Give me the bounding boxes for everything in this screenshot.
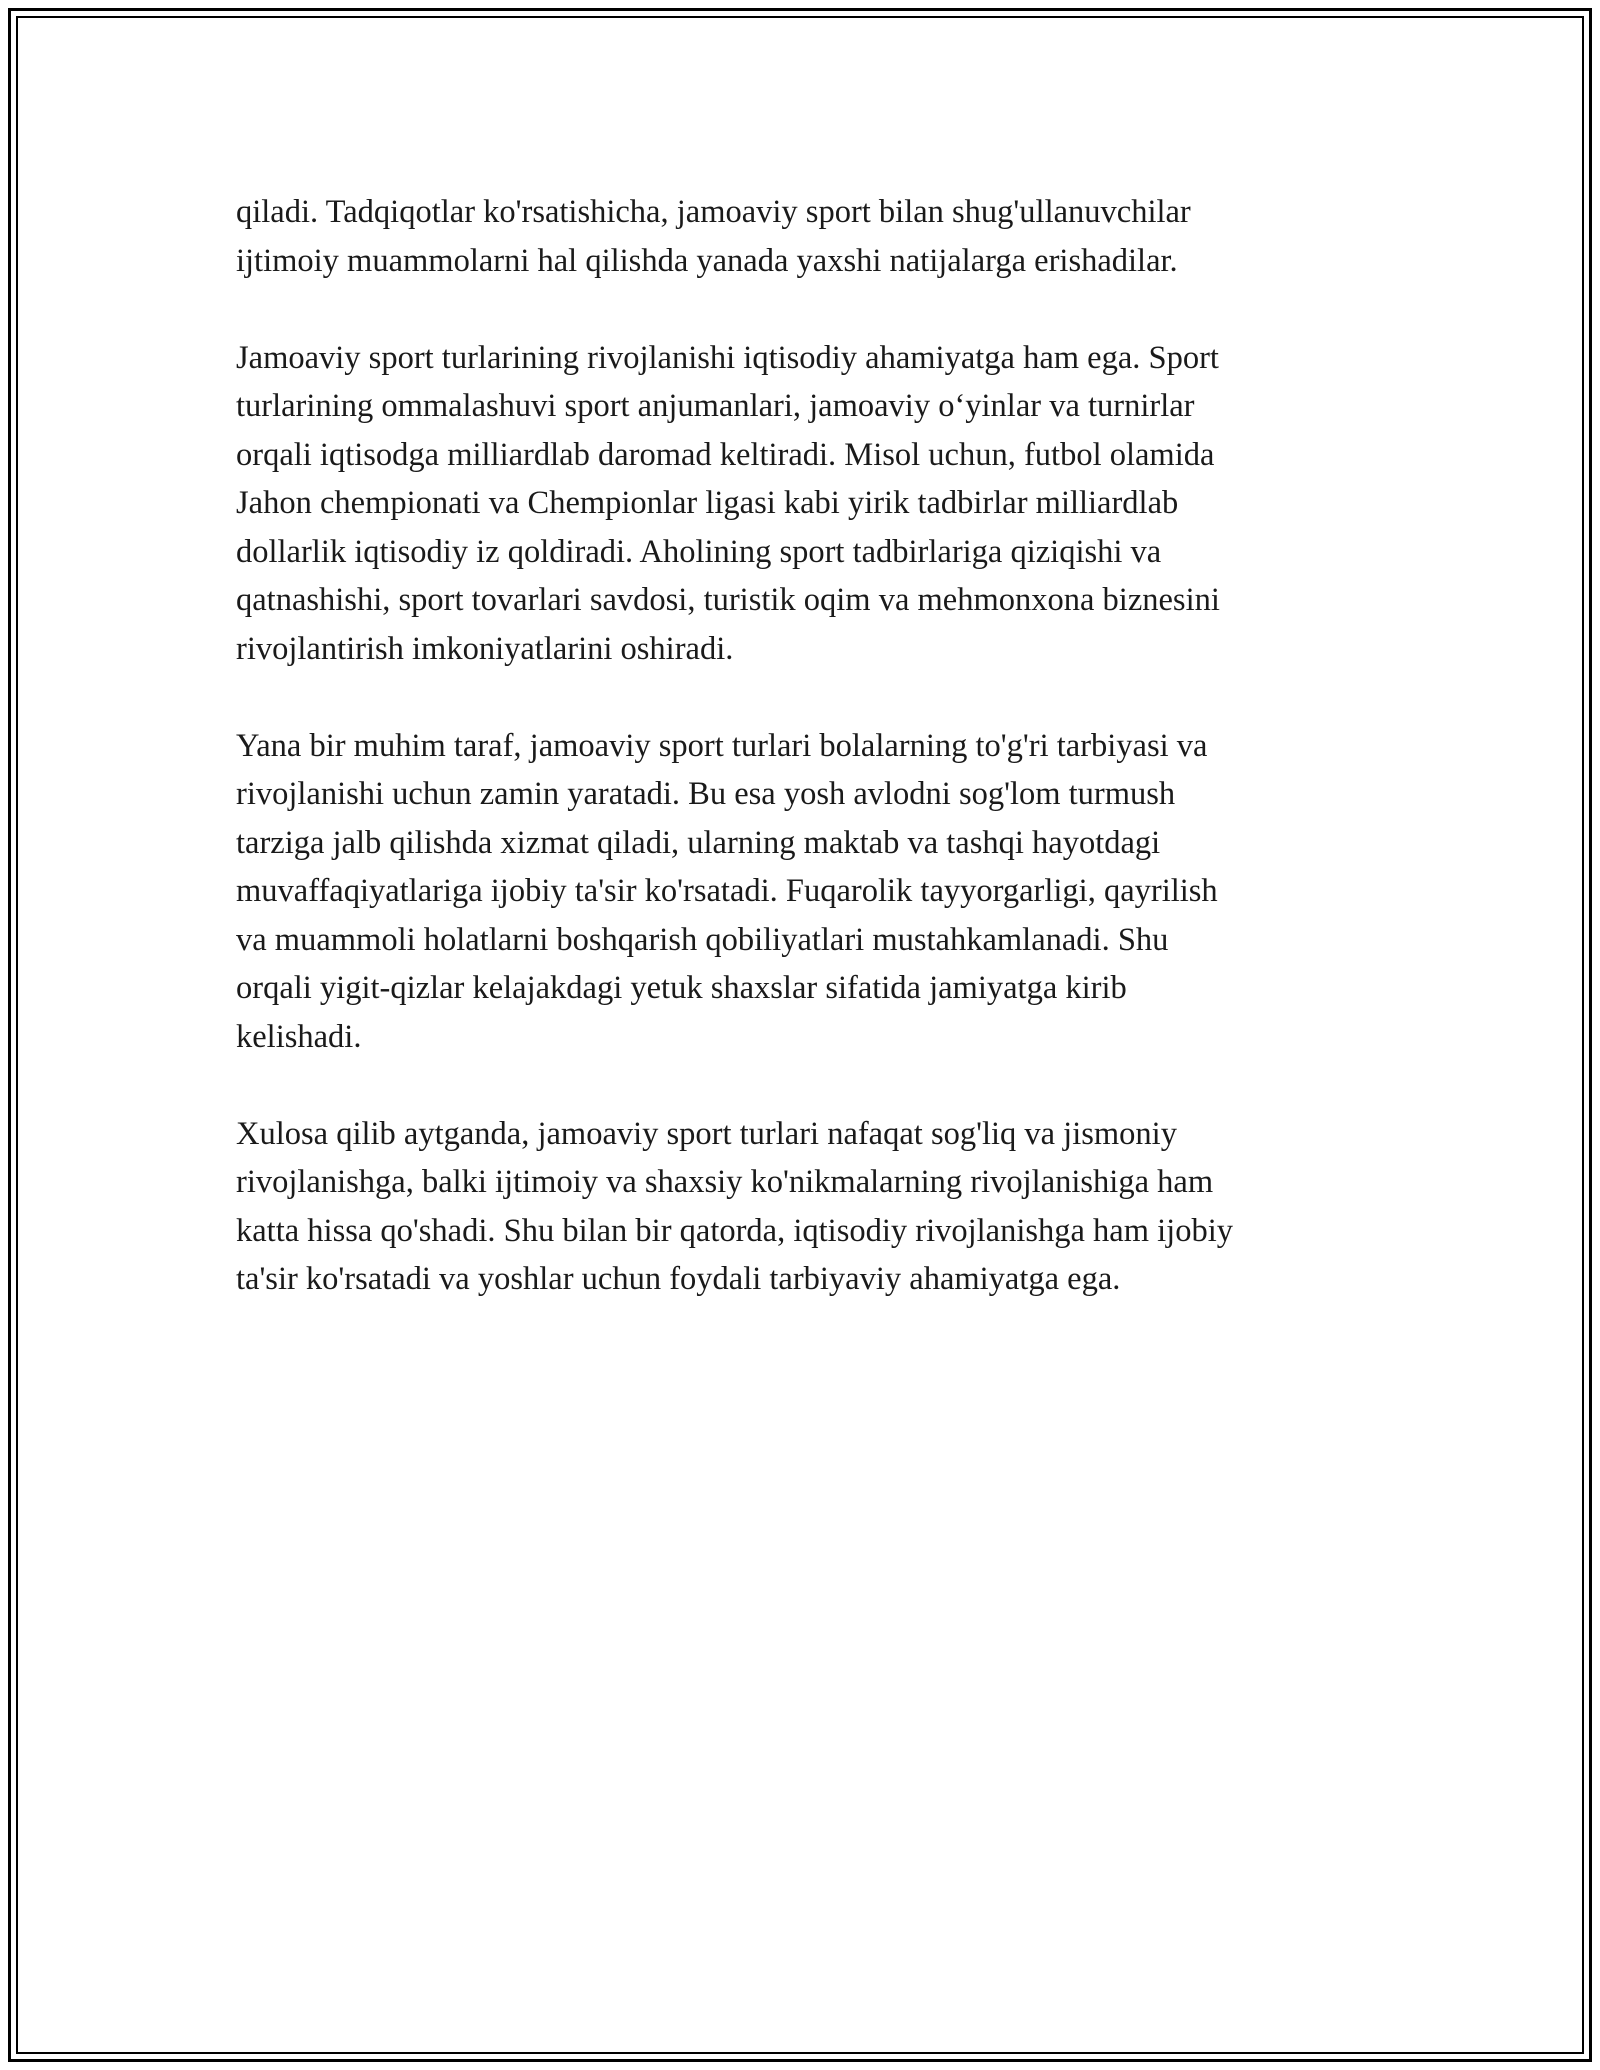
text-line: ta'sir ko'rsatadi va yoshlar uchun foydali tarbiyaviy ahamiyatga ega. — [236, 1261, 1121, 1297]
text-line: qiladi. Tadqiqotlar ko'rsatishicha, jamoaviy sport bilan shug'ullanuvchilar — [236, 194, 1191, 230]
text-line: Jamoaviy sport turlarining rivojlanishi iqtisodiy ahamiyatga ham ega. Sport — [236, 339, 1219, 376]
text-line: Yana bir muhim taraf, jamoaviy sport turlari bolalarning to'g'ri tarbiyasi va — [236, 727, 1208, 764]
text-line: rivojlantirish imkoniyatlarini oshiradi. — [236, 630, 734, 667]
text-line: turlarining ommalashuvi sport anjumanlari, jamoaviy o‘yinlar va turnirlar — [236, 388, 1195, 424]
text-line: orqali yigit-qizlar kelajakdagi yetuk shaxslar sifatida jamiyatga kirib — [236, 970, 1127, 1006]
text-line: Jahon chempionati va Chempionlar ligasi kabi yirik tadbirlar milliardlab — [236, 485, 1179, 521]
text-line: katta hissa qo'shadi. Shu bilan bir qatorda, iqtisodiy rivojlanishga ham ijobiy — [236, 1212, 1233, 1249]
text-line: muvaffaqiyatlariga ijobiy ta'sir ko'rsatadi. Fuqarolik tayyorgarligi, qayrilish — [236, 873, 1218, 909]
text-line: orqali iqtisodga milliardlab daromad keltiradi. Misol uchun, futbol olamida — [236, 436, 1215, 473]
document-body — [236, 188, 1386, 1352]
text-line: rivojlanishi uchun zamin yaratadi. Bu esa yosh avlodni sog'lom turmush — [236, 776, 1176, 812]
paragraph-1 — [236, 188, 1386, 285]
text-line: qatnashishi, sport tovarlari savdosi, turistik oqim va mehmonxona biznesini — [236, 582, 1220, 618]
text-line: Xulosa qilib aytganda, jamoaviy sport turlari nafaqat sog'liq va jismoniy — [236, 1115, 1177, 1152]
text-line: tarziga jalb qilishda xizmat qiladi, ularning maktab va tashqi hayotdagi — [236, 824, 1161, 861]
text-line: rivojlanishga, balki ijtimoiy va shaxsiy ko'nikmalarning rivojlanishiga ham — [236, 1164, 1214, 1200]
paragraph-2 — [236, 334, 1386, 674]
text-line: kelishadi. — [236, 1018, 362, 1055]
text-line: va muammoli holatlarni boshqarish qobiliyatlari mustahkamlanadi. Shu — [236, 921, 1169, 958]
text-line: ijtimoiy muammolarni hal qilishda yanada yaxshi natijalarga erishadilar. — [236, 242, 1178, 279]
paragraph-3 — [236, 722, 1386, 1062]
text-line: dollarlik iqtisodiy iz qoldiradi. Aholining sport tadbirlariga qiziqishi va — [236, 533, 1162, 570]
paragraph-4 — [236, 1110, 1386, 1304]
